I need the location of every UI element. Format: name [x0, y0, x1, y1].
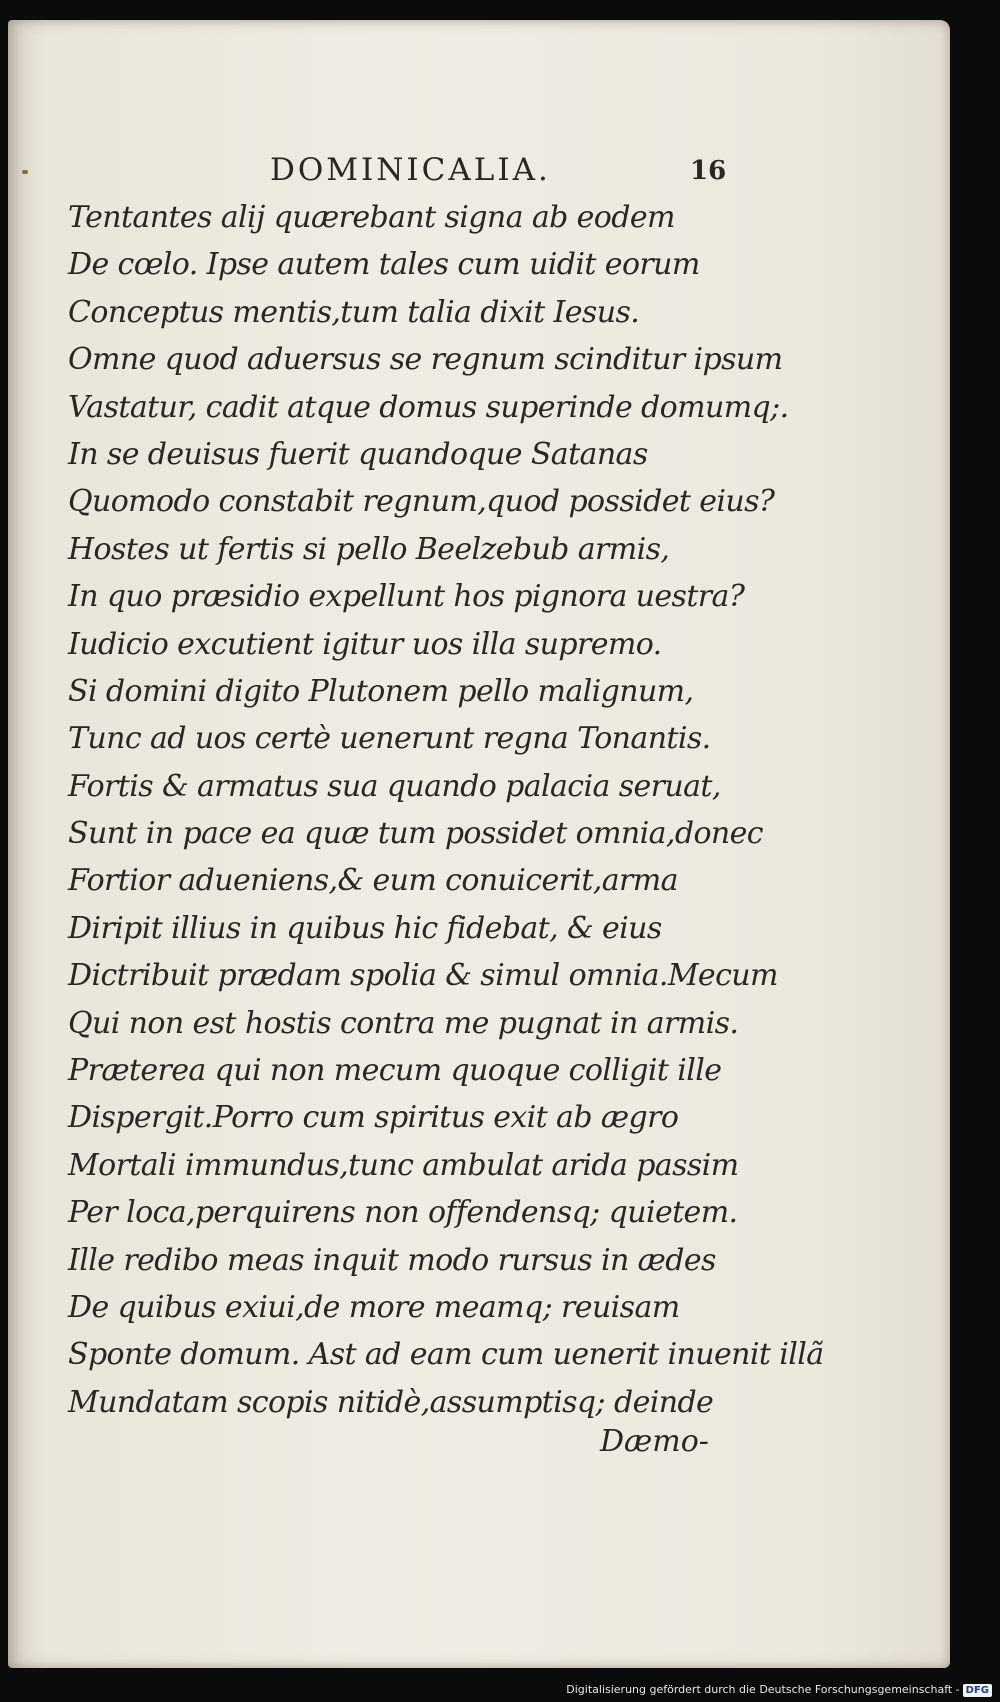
digitization-credit: [566, 1682, 992, 1698]
verse-line: Mortali immundus,tunc ambulat arida passim: [68, 1147, 739, 1183]
verse-line: Fortior adueniens,& eum conuicerit,arma: [68, 863, 678, 899]
verse-line: Mundatam scopis nitidè,assumptisq; deinde: [68, 1384, 714, 1420]
verse-line: Sponte domum. Ast ad eam cum uenerit inuenit illã: [68, 1337, 824, 1373]
verse-line: Præterea qui non mecum quoque colligit ille: [68, 1053, 722, 1089]
verse-line: In quo præsidio expellunt hos pignora uestra?: [68, 579, 745, 615]
spine-mark: [22, 170, 28, 174]
verse-line: Dispergit.Porro cum spiritus exit ab ægro: [68, 1100, 679, 1136]
verse-line: De quibus exiui,de more meamq; reuisam: [68, 1289, 680, 1325]
verse-line: Iudicio excutient igitur uos illa supremo.: [68, 626, 662, 662]
verse-line: Dictribuit prædam spolia & simul omnia.Mecum: [68, 958, 778, 994]
verse-line: Fortis & armatus sua quando palacia seruat,: [68, 768, 721, 804]
credit-text: Digitalisierung gefördert durch die Deutsche Forschungsgemeinschaft -: [566, 1683, 960, 1696]
verse-line: Conceptus mentis,tum talia dixit Iesus.: [68, 294, 640, 330]
verse-line: Vastatur, cadit atque domus superinde domumq;.: [68, 389, 789, 425]
verse-line: Ille redibo meas inquit modo rursus in ædes: [68, 1242, 716, 1278]
dfg-logo-icon: DFG: [963, 1684, 992, 1697]
verse-line: Quomodo constabit regnum,quod possidet eius?: [68, 484, 775, 520]
verse-line: Qui non est hostis contra me pugnat in armis.: [68, 1005, 739, 1041]
verse-text-block: [68, 194, 824, 1426]
verse-line: In se deuisus fuerit quandoque Satanas: [68, 436, 648, 472]
book-page: [8, 20, 950, 1668]
verse-line: Diripit illius in quibus hic fidebat, & eius: [68, 910, 662, 946]
catchword: Dæmo-: [600, 1424, 709, 1459]
verse-line: Tentantes alij quærebant signa ab eodem: [68, 200, 675, 235]
verse-line: Sunt in pace ea quæ tum possidet omnia,donec: [68, 816, 764, 852]
verse-line: De cœlo. Ipse autem tales cum uidit eorum: [68, 247, 700, 283]
verse-line: Per loca,perquirens non offendensq; quietem.: [68, 1195, 738, 1231]
verse-line: Hostes ut fertis si pello Beelzebub armis,: [68, 531, 670, 567]
verse-line: Tunc ad uos certè uenerunt regna Tonantis.: [68, 721, 711, 757]
page-number: 16: [690, 156, 727, 186]
verse-line: Omne quod aduersus se regnum scinditur ipsum: [68, 342, 783, 378]
verse-line: Si domini digito Plutonem pello malignum,: [68, 673, 694, 709]
running-head: DOMINICALIA.: [270, 152, 551, 188]
